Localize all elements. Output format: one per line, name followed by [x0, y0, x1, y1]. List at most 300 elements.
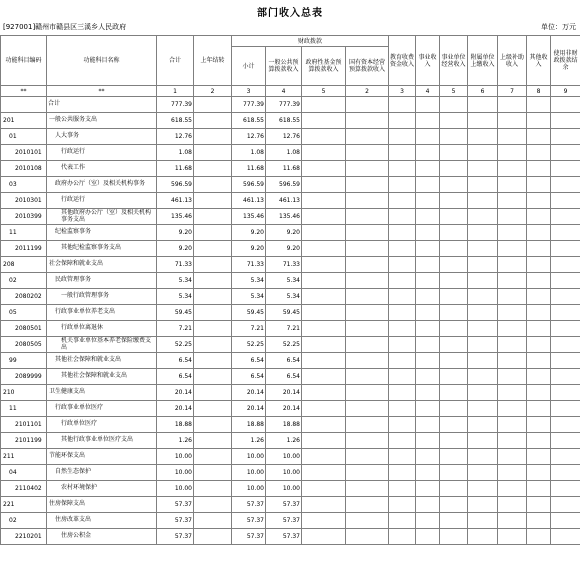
total-cell: 618.55 [157, 113, 194, 129]
general-budget-cell: 596.59 [266, 177, 302, 193]
carryover-cell [194, 177, 232, 193]
subtotal-cell: 135.46 [232, 209, 266, 225]
empty-cell [498, 465, 527, 481]
carryover-cell [194, 529, 232, 545]
empty-cell [498, 321, 527, 337]
subtotal-cell: 20.14 [232, 401, 266, 417]
table-row [1, 305, 580, 321]
empty-cell [527, 385, 551, 401]
empty-cell [527, 513, 551, 529]
empty-cell [551, 289, 580, 305]
carryover-cell [194, 257, 232, 273]
subtotal-cell: 596.59 [232, 177, 266, 193]
total-cell: 12.76 [157, 129, 194, 145]
empty-cell [302, 433, 346, 449]
empty-cell [468, 433, 498, 449]
empty-cell [498, 513, 527, 529]
subtotal-cell: 5.34 [232, 289, 266, 305]
empty-cell [346, 337, 389, 353]
total-cell: 59.45 [157, 305, 194, 321]
empty-cell [498, 433, 527, 449]
empty-cell [551, 241, 580, 257]
total-cell: 18.88 [157, 417, 194, 433]
index-cell: 2 [194, 86, 232, 97]
carryover-cell [194, 369, 232, 385]
table-row [1, 193, 580, 209]
name-cell: 其他纪检监察事务支出 [47, 241, 157, 257]
empty-cell [346, 225, 389, 241]
table-row [1, 129, 580, 145]
total-cell: 1.26 [157, 433, 194, 449]
table-row [1, 209, 580, 225]
empty-cell [468, 145, 498, 161]
code-cell: 01 [1, 129, 47, 145]
empty-cell [551, 113, 580, 129]
empty-cell [527, 113, 551, 129]
empty-cell [416, 337, 440, 353]
empty-cell [302, 177, 346, 193]
empty-cell [346, 177, 389, 193]
carryover-cell [194, 465, 232, 481]
general-budget-cell: 135.46 [266, 209, 302, 225]
code-cell: 211 [1, 449, 47, 465]
empty-cell [389, 145, 416, 161]
empty-cell [389, 161, 416, 177]
empty-cell [551, 353, 580, 369]
empty-cell [527, 417, 551, 433]
general-budget-cell: 6.54 [266, 369, 302, 385]
empty-cell [389, 433, 416, 449]
total-cell: 57.37 [157, 497, 194, 513]
empty-cell [468, 225, 498, 241]
empty-cell [440, 241, 468, 257]
empty-cell [468, 305, 498, 321]
empty-cell [468, 497, 498, 513]
empty-cell [468, 369, 498, 385]
empty-cell [389, 209, 416, 225]
empty-cell [527, 289, 551, 305]
index-cell: 8 [527, 86, 551, 97]
empty-cell [416, 321, 440, 337]
empty-cell [498, 369, 527, 385]
general-budget-cell: 71.33 [266, 257, 302, 273]
general-budget-cell: 57.37 [266, 513, 302, 529]
index-cell: 1 [157, 86, 194, 97]
empty-cell [551, 209, 580, 225]
empty-cell [346, 129, 389, 145]
empty-cell [551, 161, 580, 177]
total-cell: 10.00 [157, 449, 194, 465]
total-cell: 52.25 [157, 337, 194, 353]
code-cell: 11 [1, 225, 47, 241]
empty-cell [389, 97, 416, 113]
index-cell: 3 [232, 86, 266, 97]
empty-cell [389, 305, 416, 321]
general-budget-cell: 6.54 [266, 353, 302, 369]
index-cell: 5 [302, 86, 346, 97]
empty-cell [440, 481, 468, 497]
index-cell: 2 [346, 86, 389, 97]
name-cell: 行政单位医疗 [47, 417, 157, 433]
unit-label: 单位：万元 [541, 23, 576, 31]
empty-cell [389, 369, 416, 385]
empty-cell [498, 497, 527, 513]
subtotal-cell: 57.37 [232, 497, 266, 513]
carryover-cell [194, 305, 232, 321]
subtotal-cell: 10.00 [232, 465, 266, 481]
index-cell: ** [47, 86, 157, 97]
empty-cell [389, 257, 416, 273]
code-cell: 03 [1, 177, 47, 193]
carryover-cell [194, 481, 232, 497]
general-budget-cell: 9.20 [266, 241, 302, 257]
name-cell: 住房公积金 [47, 529, 157, 545]
subtotal-cell: 10.00 [232, 449, 266, 465]
empty-cell [440, 401, 468, 417]
empty-cell [498, 257, 527, 273]
empty-cell [389, 385, 416, 401]
empty-cell [527, 369, 551, 385]
name-cell: 行政事业单位养老支出 [47, 305, 157, 321]
header-subtotal: 小计 [232, 47, 266, 86]
empty-cell [527, 209, 551, 225]
total-cell: 5.34 [157, 289, 194, 305]
empty-cell [389, 465, 416, 481]
empty-cell [346, 161, 389, 177]
name-cell: 其他社会保障和就业支出 [47, 369, 157, 385]
empty-cell [389, 529, 416, 545]
total-cell: 7.21 [157, 321, 194, 337]
carryover-cell [194, 497, 232, 513]
carryover-cell [194, 449, 232, 465]
empty-cell [440, 433, 468, 449]
empty-cell [302, 385, 346, 401]
name-cell: 合计 [47, 97, 157, 113]
empty-cell [416, 161, 440, 177]
empty-cell [551, 273, 580, 289]
empty-cell [416, 145, 440, 161]
code-cell: 210 [1, 385, 47, 401]
empty-cell [440, 369, 468, 385]
empty-cell [551, 257, 580, 273]
empty-cell [389, 225, 416, 241]
name-cell: 代表工作 [47, 161, 157, 177]
empty-cell [416, 417, 440, 433]
subtotal-cell: 5.34 [232, 273, 266, 289]
empty-cell [346, 369, 389, 385]
general-budget-cell: 12.76 [266, 129, 302, 145]
empty-cell [551, 513, 580, 529]
table-row [1, 417, 580, 433]
empty-cell [346, 273, 389, 289]
empty-cell [416, 449, 440, 465]
subtotal-cell: 1.26 [232, 433, 266, 449]
table-row [1, 321, 580, 337]
subtotal-cell: 6.54 [232, 369, 266, 385]
empty-cell [527, 241, 551, 257]
empty-cell [346, 401, 389, 417]
code-cell: 2110402 [1, 481, 47, 497]
table-row [1, 369, 580, 385]
table-row [1, 433, 580, 449]
empty-cell [346, 145, 389, 161]
empty-cell [551, 129, 580, 145]
total-cell: 10.00 [157, 465, 194, 481]
empty-cell [468, 385, 498, 401]
code-cell: 2089999 [1, 369, 47, 385]
total-cell: 135.46 [157, 209, 194, 225]
table-row [1, 465, 580, 481]
empty-cell [302, 337, 346, 353]
code-cell: 2080501 [1, 321, 47, 337]
general-budget-cell: 1.26 [266, 433, 302, 449]
empty-cell [440, 113, 468, 129]
header-superior-subsidy: 上级补助收入 [498, 36, 527, 86]
total-cell: 9.20 [157, 241, 194, 257]
empty-cell [498, 241, 527, 257]
total-cell: 20.14 [157, 401, 194, 417]
subtotal-cell: 57.37 [232, 529, 266, 545]
empty-cell [468, 401, 498, 417]
subtotal-cell: 777.39 [232, 97, 266, 113]
header-other: 其他收入 [527, 36, 551, 86]
index-cell: 9 [551, 86, 580, 97]
empty-cell [440, 225, 468, 241]
general-budget-cell: 57.37 [266, 497, 302, 513]
carryover-cell [194, 129, 232, 145]
name-cell: 其他政府办公厅（室）及相关机构事务支出 [47, 209, 157, 225]
empty-cell [346, 353, 389, 369]
total-cell: 71.33 [157, 257, 194, 273]
empty-cell [416, 353, 440, 369]
empty-cell [302, 305, 346, 321]
empty-cell [440, 289, 468, 305]
empty-cell [498, 209, 527, 225]
general-budget-cell: 7.21 [266, 321, 302, 337]
empty-cell [440, 177, 468, 193]
empty-cell [440, 465, 468, 481]
empty-cell [468, 513, 498, 529]
code-cell: 2080505 [1, 337, 47, 353]
empty-cell [346, 449, 389, 465]
empty-cell [416, 113, 440, 129]
empty-cell [440, 161, 468, 177]
carryover-cell [194, 321, 232, 337]
subtotal-cell: 6.54 [232, 353, 266, 369]
organization-label: [927001]赣州市赣县区三溪乡人民政府 [3, 23, 127, 31]
empty-cell [498, 353, 527, 369]
table-row [1, 257, 580, 273]
name-cell: 民政管理事务 [47, 273, 157, 289]
general-budget-cell: 1.08 [266, 145, 302, 161]
empty-cell [551, 97, 580, 113]
empty-cell [302, 369, 346, 385]
empty-cell [302, 145, 346, 161]
empty-cell [416, 129, 440, 145]
general-budget-cell: 52.25 [266, 337, 302, 353]
general-budget-cell: 461.13 [266, 193, 302, 209]
empty-cell [440, 257, 468, 273]
report-title: 部门收入总表 [257, 8, 323, 19]
empty-cell [527, 129, 551, 145]
empty-cell [346, 241, 389, 257]
carryover-cell [194, 97, 232, 113]
empty-cell [440, 337, 468, 353]
empty-cell [302, 193, 346, 209]
total-cell: 6.54 [157, 353, 194, 369]
empty-cell [551, 225, 580, 241]
empty-cell [498, 177, 527, 193]
code-cell: 2011199 [1, 241, 47, 257]
empty-cell [416, 305, 440, 321]
empty-cell [389, 113, 416, 129]
empty-cell [527, 449, 551, 465]
subtotal-cell: 57.37 [232, 513, 266, 529]
total-cell: 10.00 [157, 481, 194, 497]
general-budget-cell: 5.34 [266, 289, 302, 305]
carryover-cell [194, 433, 232, 449]
empty-cell [468, 129, 498, 145]
table-row [1, 225, 580, 241]
empty-cell [527, 433, 551, 449]
empty-cell [416, 497, 440, 513]
header-biz-operation: 事业单位经营收入 [440, 36, 468, 86]
carryover-cell [194, 401, 232, 417]
empty-cell [468, 353, 498, 369]
empty-cell [302, 353, 346, 369]
empty-cell [468, 257, 498, 273]
general-budget-cell: 57.37 [266, 529, 302, 545]
empty-cell [440, 497, 468, 513]
empty-cell [551, 417, 580, 433]
empty-cell [302, 417, 346, 433]
empty-cell [498, 97, 527, 113]
empty-cell [468, 273, 498, 289]
table-row [1, 513, 580, 529]
empty-cell [302, 321, 346, 337]
code-cell: 208 [1, 257, 47, 273]
empty-cell [416, 385, 440, 401]
empty-cell [468, 241, 498, 257]
table-row [1, 145, 580, 161]
subtotal-cell: 1.08 [232, 145, 266, 161]
empty-cell [389, 481, 416, 497]
empty-cell [416, 97, 440, 113]
empty-cell [302, 449, 346, 465]
name-cell: 自然生态保护 [47, 465, 157, 481]
empty-cell [416, 209, 440, 225]
total-cell: 1.08 [157, 145, 194, 161]
subtotal-cell: 461.13 [232, 193, 266, 209]
table-row [1, 177, 580, 193]
empty-cell [468, 289, 498, 305]
empty-cell [468, 465, 498, 481]
empty-cell [416, 273, 440, 289]
empty-cell [527, 273, 551, 289]
table-row [1, 241, 580, 257]
table-row [1, 289, 580, 305]
code-cell: 201 [1, 113, 47, 129]
empty-cell [498, 337, 527, 353]
empty-cell [551, 337, 580, 353]
carryover-cell [194, 161, 232, 177]
index-cell: ** [1, 86, 47, 97]
empty-cell [440, 449, 468, 465]
subtotal-cell: 20.14 [232, 385, 266, 401]
header-name: 功能科目名称 [47, 36, 157, 86]
empty-cell [416, 241, 440, 257]
total-cell: 9.20 [157, 225, 194, 241]
empty-cell [468, 113, 498, 129]
total-cell: 596.59 [157, 177, 194, 193]
empty-cell [440, 193, 468, 209]
general-budget-cell: 5.34 [266, 273, 302, 289]
general-budget-cell: 20.14 [266, 401, 302, 417]
subtotal-cell: 7.21 [232, 321, 266, 337]
empty-cell [498, 305, 527, 321]
empty-cell [302, 529, 346, 545]
empty-cell [389, 129, 416, 145]
empty-cell [551, 385, 580, 401]
index-cell: 4 [416, 86, 440, 97]
header-non-fiscal: 使用非财政拨款结余 [551, 36, 580, 86]
index-cell: 6 [468, 86, 498, 97]
empty-cell [498, 129, 527, 145]
empty-cell [527, 353, 551, 369]
empty-cell [302, 161, 346, 177]
empty-cell [527, 257, 551, 273]
empty-cell [527, 305, 551, 321]
empty-cell [551, 193, 580, 209]
empty-cell [527, 401, 551, 417]
empty-cell [527, 161, 551, 177]
empty-cell [302, 129, 346, 145]
empty-cell [468, 481, 498, 497]
empty-cell [551, 177, 580, 193]
empty-cell [302, 481, 346, 497]
empty-cell [389, 321, 416, 337]
empty-cell [389, 273, 416, 289]
table-row [1, 401, 580, 417]
empty-cell [551, 145, 580, 161]
empty-cell [551, 529, 580, 545]
empty-cell [440, 385, 468, 401]
empty-cell [498, 417, 527, 433]
table-row [1, 385, 580, 401]
empty-cell [440, 209, 468, 225]
carryover-cell [194, 337, 232, 353]
table-row [1, 97, 580, 113]
empty-cell [498, 385, 527, 401]
empty-cell [468, 193, 498, 209]
empty-cell [346, 209, 389, 225]
name-cell: 人大事务 [47, 129, 157, 145]
header-fund-budget: 政府性基金预算拨款收入 [302, 47, 346, 86]
empty-cell [440, 529, 468, 545]
empty-cell [389, 449, 416, 465]
subtotal-cell: 10.00 [232, 481, 266, 497]
empty-cell [346, 417, 389, 433]
name-cell: 一般公共服务支出 [47, 113, 157, 129]
empty-cell [346, 97, 389, 113]
empty-cell [551, 465, 580, 481]
header-fiscal-group: 财政拨款 [232, 36, 389, 47]
empty-cell [527, 337, 551, 353]
header-carryover: 上年结转 [194, 36, 232, 86]
empty-cell [468, 209, 498, 225]
general-budget-cell: 18.88 [266, 417, 302, 433]
code-cell [1, 97, 47, 113]
